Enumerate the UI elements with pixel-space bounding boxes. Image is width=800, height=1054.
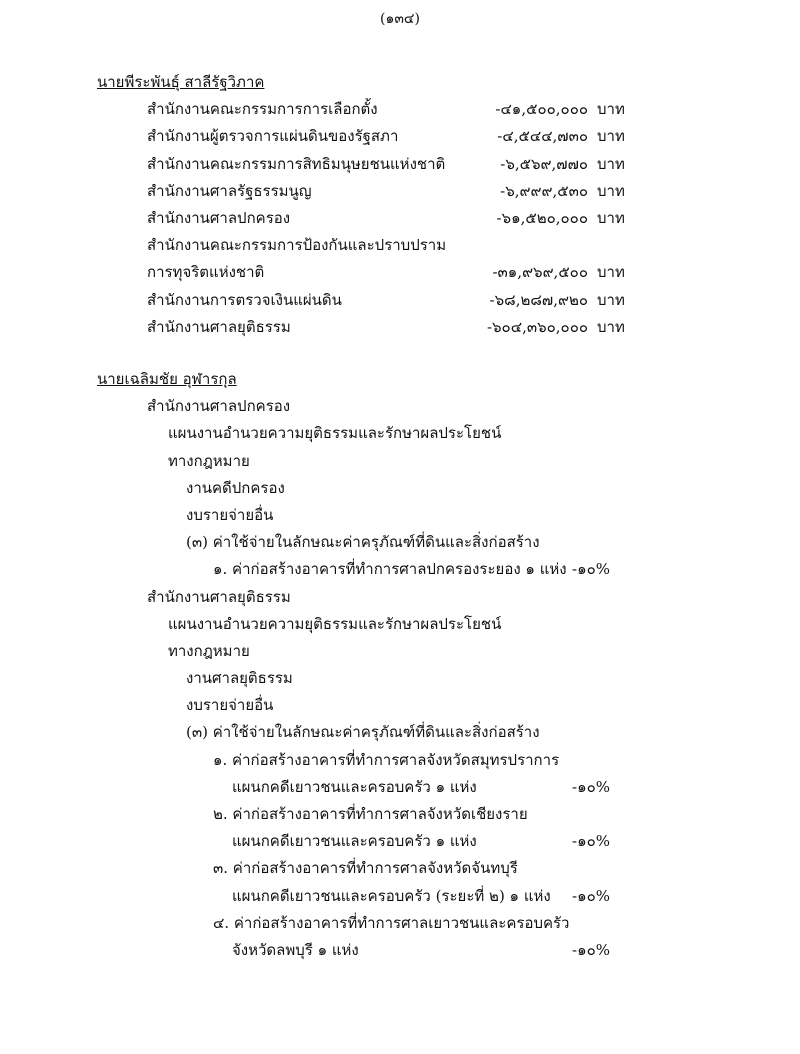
budget-line [0,96,800,123]
person-name: นายพีระพันธุ์ สาลีรัฐวิภาค [97,73,265,91]
section-peeraphan [0,69,800,341]
plan-label: แผนงานอำนวยความยุติธรรมและรักษาผลประโยชน์ [168,614,502,633]
project-label: จังหวัดลพบุรี ๑ แห่ง [232,940,359,959]
budget-line [0,314,800,341]
page-number: (๑๓๔) [380,11,420,27]
agency-label: สำนักงานการตรวจเงินแผ่นดิน [147,290,342,309]
budget-line [0,232,800,259]
unit: บาท [597,100,625,119]
office-label: สำนักงานศาลปกครอง [147,397,291,416]
work-label: งานศาลยุติธรรม [186,669,293,688]
amount: -๖,๙๙๙,๕๓๐ [500,181,588,200]
project-line-cont [0,828,800,855]
amount: -๖๘,๒๘๗,๙๒๐ [489,290,588,309]
agency-label: สำนักงานผู้ตรวจการแผ่นดินของรัฐสภา [147,127,399,146]
section-chalermchai [0,366,800,964]
unit: บาท [597,263,625,282]
percent-cut: -๑๐% [572,886,610,905]
project-line-cont [0,883,800,910]
section-heading [0,69,800,96]
amount: -๖,๕๖๙,๗๗๐ [500,154,588,173]
unit: บาท [597,154,625,173]
office-label: สำนักงานศาลยุติธรรม [147,587,291,606]
project-label: ๑. ค่าก่อสร้างอาคารที่ทำการศาลปกครองระยอง ๑ แห่ง [213,560,567,579]
amount: -๔๑,๕๐๐,๐๐๐ [495,100,588,119]
plan-label-cont: ทางกฎหมาย [168,451,250,470]
unit: บาท [597,317,625,336]
budget-type-label: งบรายจ่ายอื่น [186,696,274,715]
project-line: ๔. ค่าก่อสร้างอาคารที่ทำการศาลเยาวชนและครอบครัว [213,913,570,932]
unit: บาท [597,181,625,200]
project-line: ๓. ค่าก่อสร้างอาคารที่ทำการศาลจังหวัดจันทบุรี [213,859,518,878]
budget-type-label: งบรายจ่ายอื่น [186,505,274,524]
budget-line [0,151,800,178]
project-label: แผนกคดีเยาวชนและครอบครัว ๑ แห่ง [232,777,477,796]
category-label: (๓) ค่าใช้จ่ายในลักษณะค่าครุภัณฑ์ที่ดินและสิ่งก่อสร้าง [186,533,540,552]
agency-label: สำนักงานคณะกรรมการการเลือกตั้ง [147,100,378,119]
unit: บาท [597,290,625,309]
agency-label: การทุจริตแห่งชาติ [147,263,265,282]
project-line: ๑. ค่าก่อสร้างอาคารที่ทำการศาลจังหวัดสมุทรปราการ [213,750,560,769]
project-line: ๒. ค่าก่อสร้างอาคารที่ทำการศาลจังหวัดเชียงราย [213,805,528,823]
budget-line [0,178,800,205]
unit: บาท [597,208,625,227]
project-label: แผนกคดีเยาวชนและครอบครัว (ระยะที่ ๒) ๑ แห่ง [232,886,551,905]
work-label: งานคดีปกครอง [186,478,285,497]
agency-label: สำนักงานคณะกรรมการสิทธิมนุษยชนแห่งชาติ [147,154,446,173]
agency-label: สำนักงานศาลยุติธรรม [147,317,291,336]
project-line-cont [0,774,800,801]
amount: -๖๑,๕๒๐,๐๐๐ [496,208,588,227]
percent-cut: -๑๐% [572,832,610,851]
agency-label: สำนักงานคณะกรรมการป้องกันและปราบปราม [147,236,447,255]
amount: -๓๑,๙๖๙,๕๐๐ [492,263,588,282]
percent-cut: -๑๐% [572,940,610,959]
budget-line [0,205,800,232]
plan-label: แผนงานอำนวยความยุติธรรมและรักษาผลประโยชน์ [168,424,502,443]
agency-label: สำนักงานศาลรัฐธรรมนูญ [147,181,312,200]
percent-cut: -๑๐% [572,560,610,579]
project-line [0,556,800,583]
agency-label: สำนักงานศาลปกครอง [147,208,291,227]
percent-cut: -๑๐% [572,777,610,796]
amount: -๔,๕๔๔,๗๓๐ [497,127,588,146]
person-name: นายเฉลิมชัย อุฬารกุล [97,370,237,388]
budget-line [0,123,800,150]
project-line-cont [0,937,800,964]
amount: -๖๐๔,๓๖๐,๐๐๐ [486,317,588,336]
project-label: แผนกคดีเยาวชนและครอบครัว ๑ แห่ง [232,832,477,851]
budget-line [0,259,800,286]
category-label: (๓) ค่าใช้จ่ายในลักษณะค่าครุภัณฑ์ที่ดินและสิ่งก่อสร้าง [186,723,540,742]
unit: บาท [597,127,625,146]
plan-label-cont: ทางกฎหมาย [168,641,250,660]
budget-line [0,287,800,314]
section-heading [0,366,800,393]
